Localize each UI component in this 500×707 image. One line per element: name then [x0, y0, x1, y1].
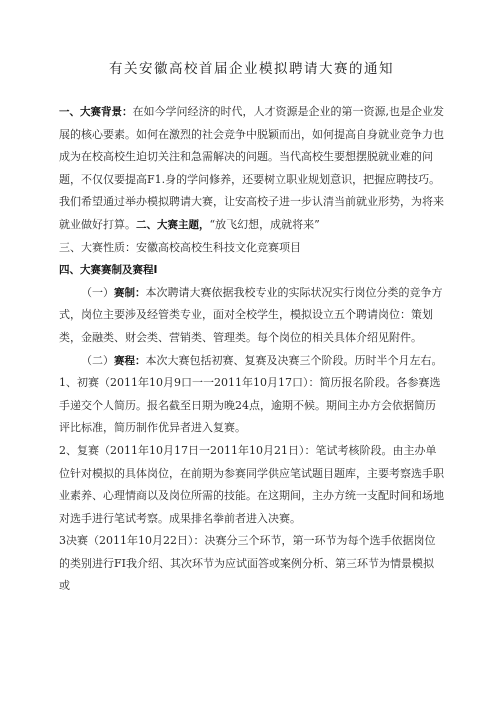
- paragraph-schedule-label: （二）: [81, 353, 114, 367]
- paragraph-schedule-text: 本次大赛包括初赛、复赛及决赛三个阶段。历时半个月左右。: [145, 353, 443, 367]
- section-theme-text: “放飞幻想，成就将来”: [209, 217, 320, 231]
- paragraph-rules-heading: 赛制：: [114, 286, 146, 299]
- paragraph-rules-text: 本次聘请大赛依据我校专业的实际状况实行岗位分类的竞争方式，岗位主要涉及经管类专业，面对全校学生，模拟设立五个聘请岗位：策划类，金融类、财会类、营销类、管理类。每个岗位的相关具体介绍见附件。: [59, 285, 443, 344]
- round-final: 3决赛（2011年10月22日）：决赛分三个环节，第一环节为每个选手依据岗位的类别进行FI我介绍、其次环节为应试面答或案例分析、第三环节为情景模拟或: [59, 534, 436, 593]
- paragraph-rules-label: （一）: [81, 285, 114, 299]
- section-nature-text: 安徽高校高校生科技文化竞赛项目: [136, 240, 301, 254]
- section-theme-heading: 二、大赛主题，: [136, 218, 210, 231]
- section-background: [59, 101, 444, 237]
- section-nature: [59, 237, 444, 260]
- paragraph-rules: [59, 282, 444, 350]
- section-background-heading: 一、大赛背景：: [59, 106, 133, 118]
- document-title: 有关安徽高校首届企业模拟聘请大赛的通知: [109, 61, 394, 77]
- section-background-text: 在如今学问经济的时代，人才资源是企业的第一资源,也是企业发展的核心要素。如何在激烈的社会竞争中脱颖而出，如何提高自身就业竞争力也成为在校高校生迫切关注和急需解决的问题。当代高校生要想摆脱就业难的问题，不仅仅要提高F1.身的学问修养，还要树立职业规划意识，把握应聘技巧。我们希望通过举办模拟聘请大赛，让安高校子进一步认清当前就业形势，为将来就业做好打算。: [59, 105, 444, 231]
- round-semifinal: 2、复赛（2011年10月17日一2011年10月21日）：笔试考核阶段。由主办单位针对模拟的具体岗位，在前期为参赛同学供应笔试题目题库，主要考察选手职业素养、心理情商以及岗位所需的技能。在这期间，主办方统一支配时间和场地对选手进行笔试考察。成果排名拳前者进入决赛。: [59, 443, 444, 525]
- section-nature-heading: 三、大赛性质：: [59, 240, 136, 254]
- round-preliminary: 1、初赛（2011年10月9口一一2011年10月17口）：简历报名阶段。各参赛选手递交个人简历。报名截至日期为晚24点，逾期不候。期间主办方会依据简历评比标准，简历制作优异者进入复赛。: [59, 376, 441, 435]
- paragraph-schedule: [59, 350, 444, 373]
- section-format-heading: 四、大赛赛制及赛程I: [59, 264, 158, 277]
- paragraph-schedule-heading: 赛程：: [114, 354, 146, 367]
- section-format: [59, 259, 444, 282]
